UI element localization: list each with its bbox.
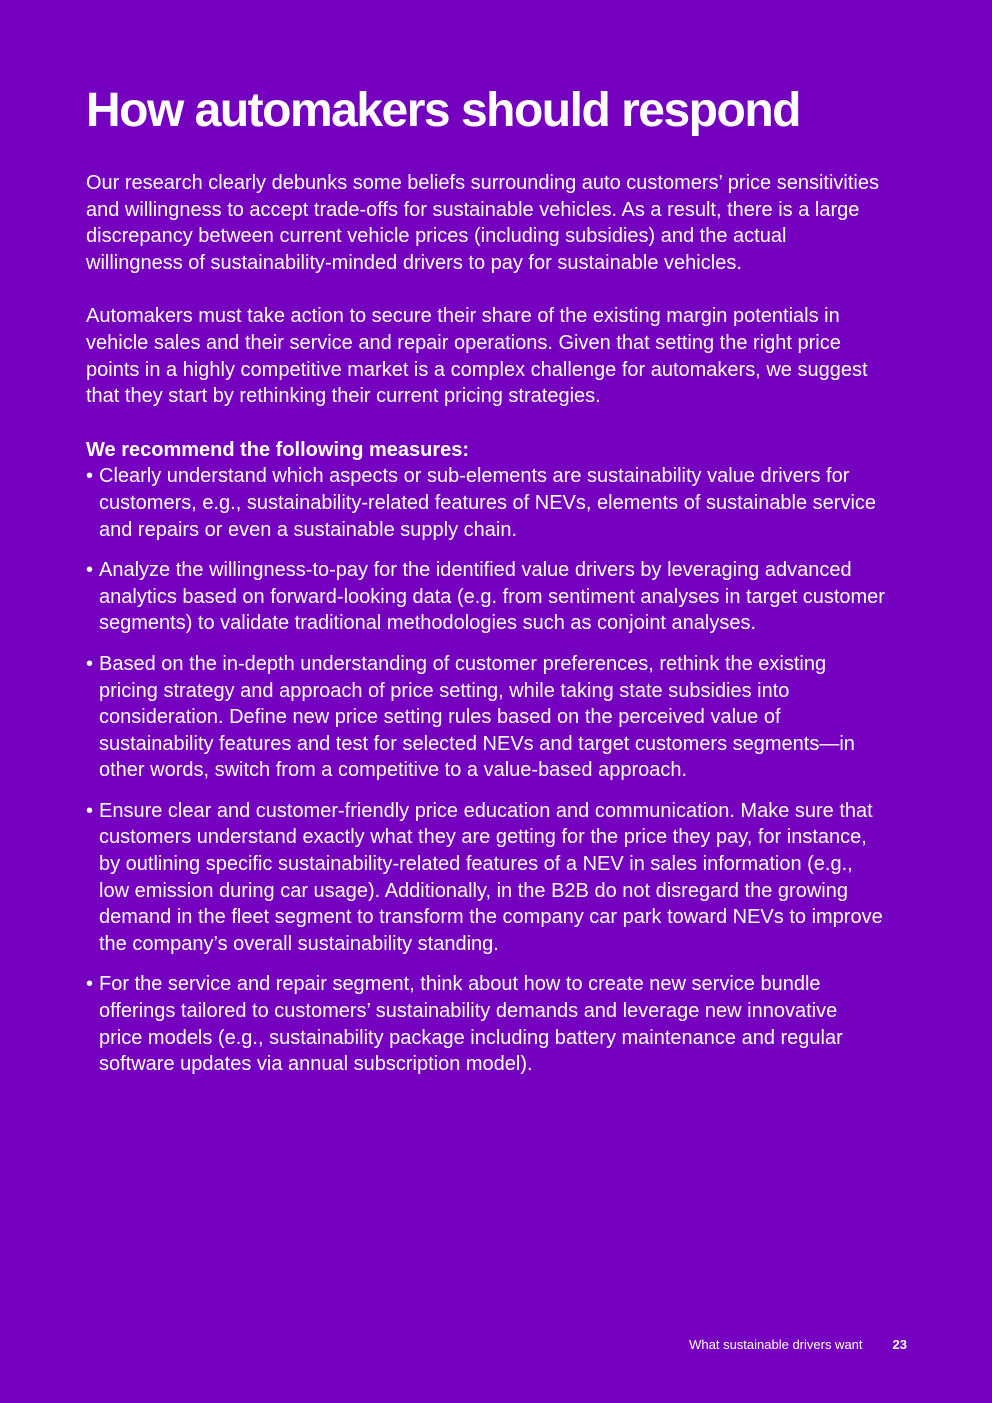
measure-item [86,971,886,1077]
page-footer [689,1337,907,1352]
bullet-icon: • [86,465,94,488]
bullet-icon: • [86,799,94,822]
measure-item [86,798,886,958]
bullet-icon: • [86,973,94,996]
footer-report-title: What sustainable drivers want [689,1337,863,1352]
bullet-icon: • [86,652,94,675]
measure-text: Clearly understand which aspects or sub-elements are sustainability value drivers for customers, e.g., sustainability-related features of NEVs, elements of sustainable service and repairs or even a sustainable supply chain. [99,465,877,541]
measure-item [86,557,886,637]
action-paragraph: Automakers must take action to secure their share of the existing margin potentials in vehicle sales and their service and repair operations. Given that setting the right price points in a highly competitive market is a complex challenge for automakers, we suggest that they start by rethinking their current pricing strategies. [86,305,868,408]
page-number: 23 [892,1337,907,1352]
bullet-icon: • [86,559,94,582]
measures-heading: We recommend the following measures: [86,438,470,461]
page-title: How automakers should respond [86,84,800,137]
measure-item [86,463,886,543]
measure-text: Analyze the willingness-to-pay for the identified value drivers by leveraging advanced analytics based on forward-looking data (e.g. from sentiment analyses in target customer segments) to validate traditional methodologies such as conjoint analyses. [99,559,885,635]
measure-item [86,651,886,784]
measures-list [86,463,886,1077]
measure-text: For the service and repair segment, think about how to create new service bundle offerings tailored to customers’ sustainability demands and leverage new innovative price models (e.g., sustainability package including battery maintenance and regular software updates via annual subscription model). [99,973,843,1076]
measure-text: Based on the in-depth understanding of customer preferences, rethink the existing pricing strategy and approach of price setting, while taking state subsidies into consideration. Define new price setting rules based on the perceived value of sustainability features and test for selected NEVs and target customers segments—in other words, switch from a competitive to a value-based approach. [99,652,855,782]
intro-paragraph: Our research clearly debunks some beliefs surrounding auto customers’ price sensitivities and willingness to accept trade-offs for sustainable vehicles. As a result, there is a large discrepancy between current vehicle prices (including subsidies) and the actual willingness of sustainability-minded drivers to pay for sustainable vehicles. [86,172,879,274]
page-content [86,84,886,1092]
measure-text: Ensure clear and customer-friendly price education and communication. Make sure that customers understand exactly what they are getting for the price they pay, for instance, by outlining specific sustainability-related features of a NEV in sales information (e.g., low emission during car usage). Additionally, in the B2B do not disregard the growing demand in the fleet segment to transform the company car park toward NEVs to improve the company’s overall sustainability standing. [99,799,883,955]
